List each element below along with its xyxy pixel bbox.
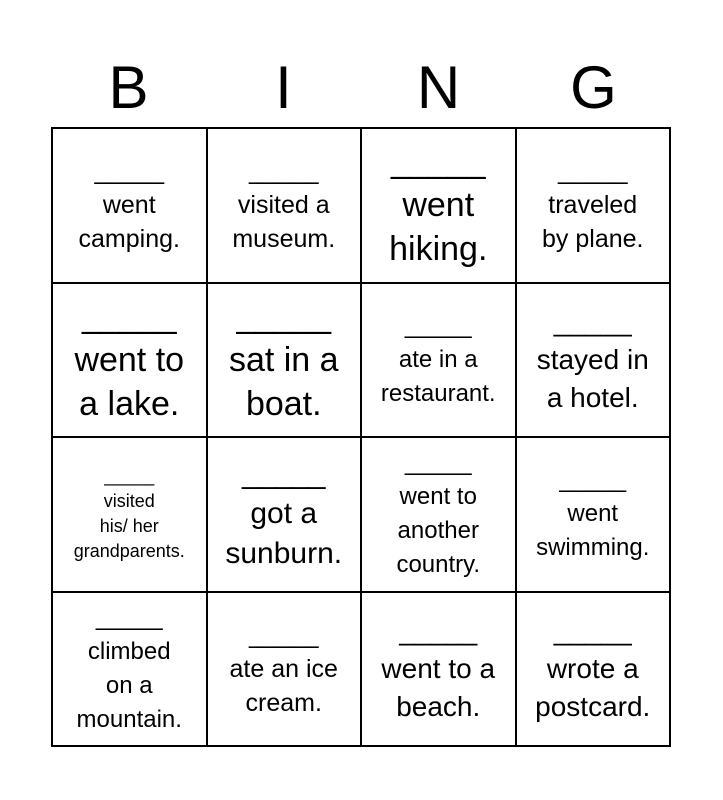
- bingo-cell[interactable]: [362, 284, 517, 439]
- bingo-cell[interactable]: [517, 593, 672, 748]
- cell-text: _____ sat in a boat.: [228, 296, 339, 423]
- cell-text: _____ climbed on a mountain.: [76, 603, 182, 733]
- cell-text: _____ went camping.: [78, 157, 180, 254]
- cell-text: _____ got a sunburn.: [225, 457, 343, 571]
- bingo-cell[interactable]: [208, 438, 363, 593]
- cell-text: _____ wrote a postcard.: [535, 614, 651, 722]
- cell-text: _____ ate in a restaurant.: [380, 311, 496, 407]
- bingo-cell[interactable]: [517, 438, 672, 593]
- bingo-cell[interactable]: [53, 593, 208, 748]
- header-letter-g: G: [570, 54, 617, 121]
- bingo-cell[interactable]: [53, 129, 208, 284]
- bingo-cell[interactable]: [53, 438, 208, 593]
- cell-text: _____ went swimming.: [536, 466, 650, 562]
- bingo-cell[interactable]: [362, 593, 517, 748]
- cell-text: _____ went to another country.: [396, 449, 481, 579]
- bingo-cell[interactable]: [53, 284, 208, 439]
- bingo-cell[interactable]: [208, 284, 363, 439]
- cell-text: _____ visited a museum.: [232, 157, 336, 254]
- cell-text: _____ stayed in a hotel.: [536, 305, 649, 413]
- cell-text: _____ traveled by plane.: [542, 157, 644, 254]
- bingo-cell[interactable]: [517, 284, 672, 439]
- bingo-cell[interactable]: [208, 593, 363, 748]
- bingo-cell[interactable]: [517, 129, 672, 284]
- bingo-cell[interactable]: [208, 129, 363, 284]
- bingo-header: [51, 52, 671, 124]
- cell-text: _____ went hiking.: [389, 142, 488, 269]
- header-letter-b: B: [108, 54, 149, 121]
- cell-text: _____ ate an ice cream.: [229, 620, 338, 717]
- bingo-cell[interactable]: [362, 438, 517, 593]
- header-letter-n: N: [416, 54, 461, 121]
- cell-text: _____ went to a beach.: [381, 614, 496, 722]
- cell-text: _____ visited his/ her grandparents.: [73, 466, 185, 562]
- header-letter-i: I: [275, 54, 292, 121]
- bingo-grid: [51, 127, 671, 747]
- cell-text: _____ went to a lake.: [74, 296, 185, 423]
- bingo-cell[interactable]: [362, 129, 517, 284]
